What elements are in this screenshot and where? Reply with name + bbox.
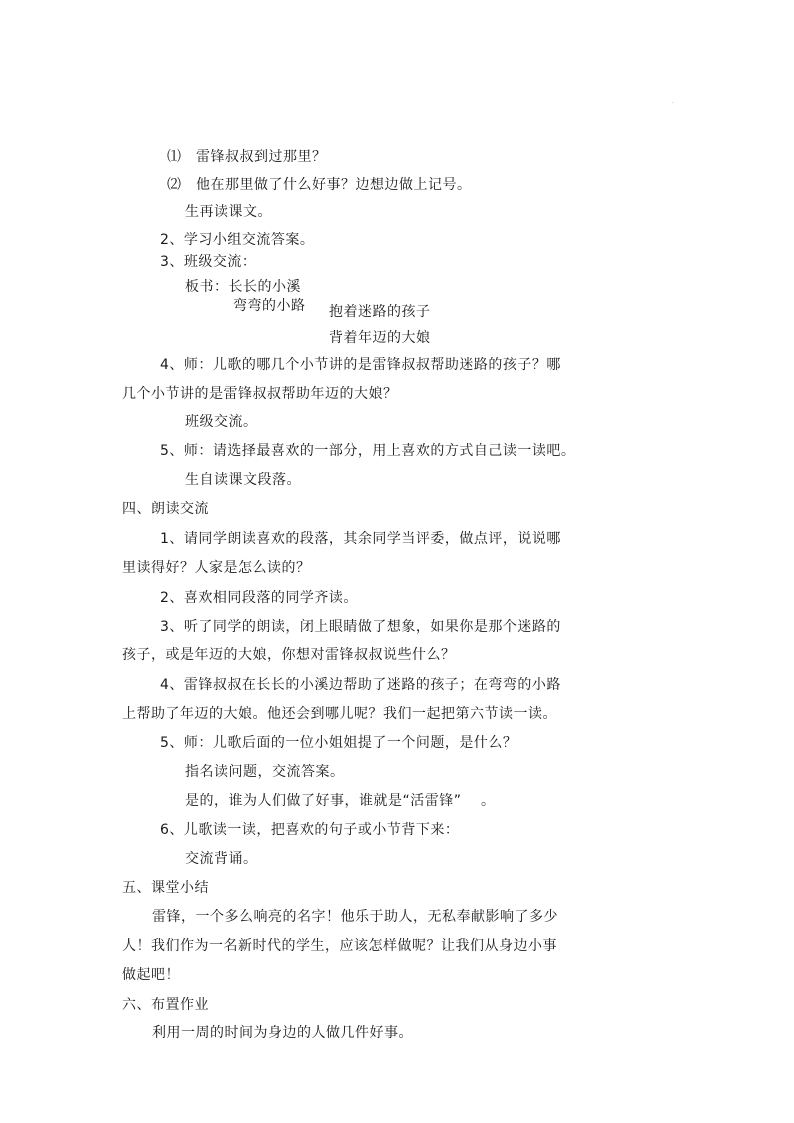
step-2: 2、学习小组交流答案。 (160, 232, 315, 248)
blackboard-line-3: 抱着迷路的孩子 (329, 304, 431, 320)
read-3-line-2: 孩子，或是年迈的大娘，你想对雷锋叔叔说些什么？ (122, 647, 456, 663)
step-3: 3、班级交流： (160, 254, 257, 270)
read-6: 6、儿歌读一读，把喜欢的句子或小节背下来： (160, 822, 460, 838)
read-5: 5、师：儿歌后面的一位小姐姐提了一个问题，是什么？ (160, 735, 518, 751)
summary-line-1: 雷锋，一个多么响亮的名字！他乐于助人，无私奉献影响了多少 (152, 909, 558, 925)
read-5-answer: 指名读问题，交流答案。 (185, 764, 345, 780)
page-mark: . (672, 98, 674, 105)
section-6-heading: 六、布置作业 (122, 997, 209, 1013)
class-exchange: 班级交流。 (185, 414, 258, 430)
read-1-line-2: 里读得好？人家是怎么读的？ (122, 560, 311, 576)
blackboard-line-1: 板书：长长的小溪 (185, 279, 301, 295)
question-1: ⑴ 雷锋叔叔到过那里？ (167, 149, 327, 165)
homework: 利用一周的时间为身边的人做几件好事。 (152, 1025, 413, 1041)
read-1-line-1: 1、请同学朗读喜欢的段落，其余同学当评委，做点评，说说哪 (160, 531, 561, 547)
read-3-line-1: 3、听了同学的朗读，闭上眼睛做了想象，如果你是那个迷路的 (160, 619, 561, 635)
step-5: 5、师：请选择最喜欢的一部分，用上喜欢的方式自己读一读吧。 (160, 443, 576, 459)
read-4-line-2: 上帮助了年迈的大娘。他还会到哪儿呢？我们一起把第六节读一读。 (122, 706, 557, 722)
section-4-heading: 四、朗读交流 (122, 501, 209, 517)
blackboard-line-4: 背着年迈的大娘 (329, 330, 431, 346)
read-4-line-1: 4、雷锋叔叔在长长的小溪边帮助了迷路的孩子；在弯弯的小路 (160, 677, 561, 693)
read-2: 2、喜欢相同段落的同学齐读。 (160, 590, 358, 606)
section-5-heading: 五、课堂小结 (122, 880, 209, 896)
question-2: ⑵ 他在那里做了什么好事？边想边做上记号。 (167, 177, 472, 193)
summary-line-2: 人！我们作为一名新时代的学生，应该怎样做呢？让我们从身边小事 (122, 938, 557, 954)
read-5-conclusion: 是的，谁为人们做了好事，谁就是“活雷锋” 。 (185, 793, 496, 809)
self-read: 生自读课文段落。 (185, 472, 301, 488)
summary-line-3: 做起吧！ (122, 967, 180, 983)
blackboard-line-2: 弯弯的小路 (233, 298, 306, 314)
step-4-line-1: 4、师：儿歌的哪几个小节讲的是雷锋叔叔帮助迷路的孩子？哪 (160, 357, 561, 373)
step-4-line-2: 几个小节讲的是雷锋叔叔帮助年迈的大娘？ (122, 386, 398, 402)
recite: 交流背诵。 (185, 851, 258, 867)
step-reread: 生再读课文。 (185, 204, 272, 220)
